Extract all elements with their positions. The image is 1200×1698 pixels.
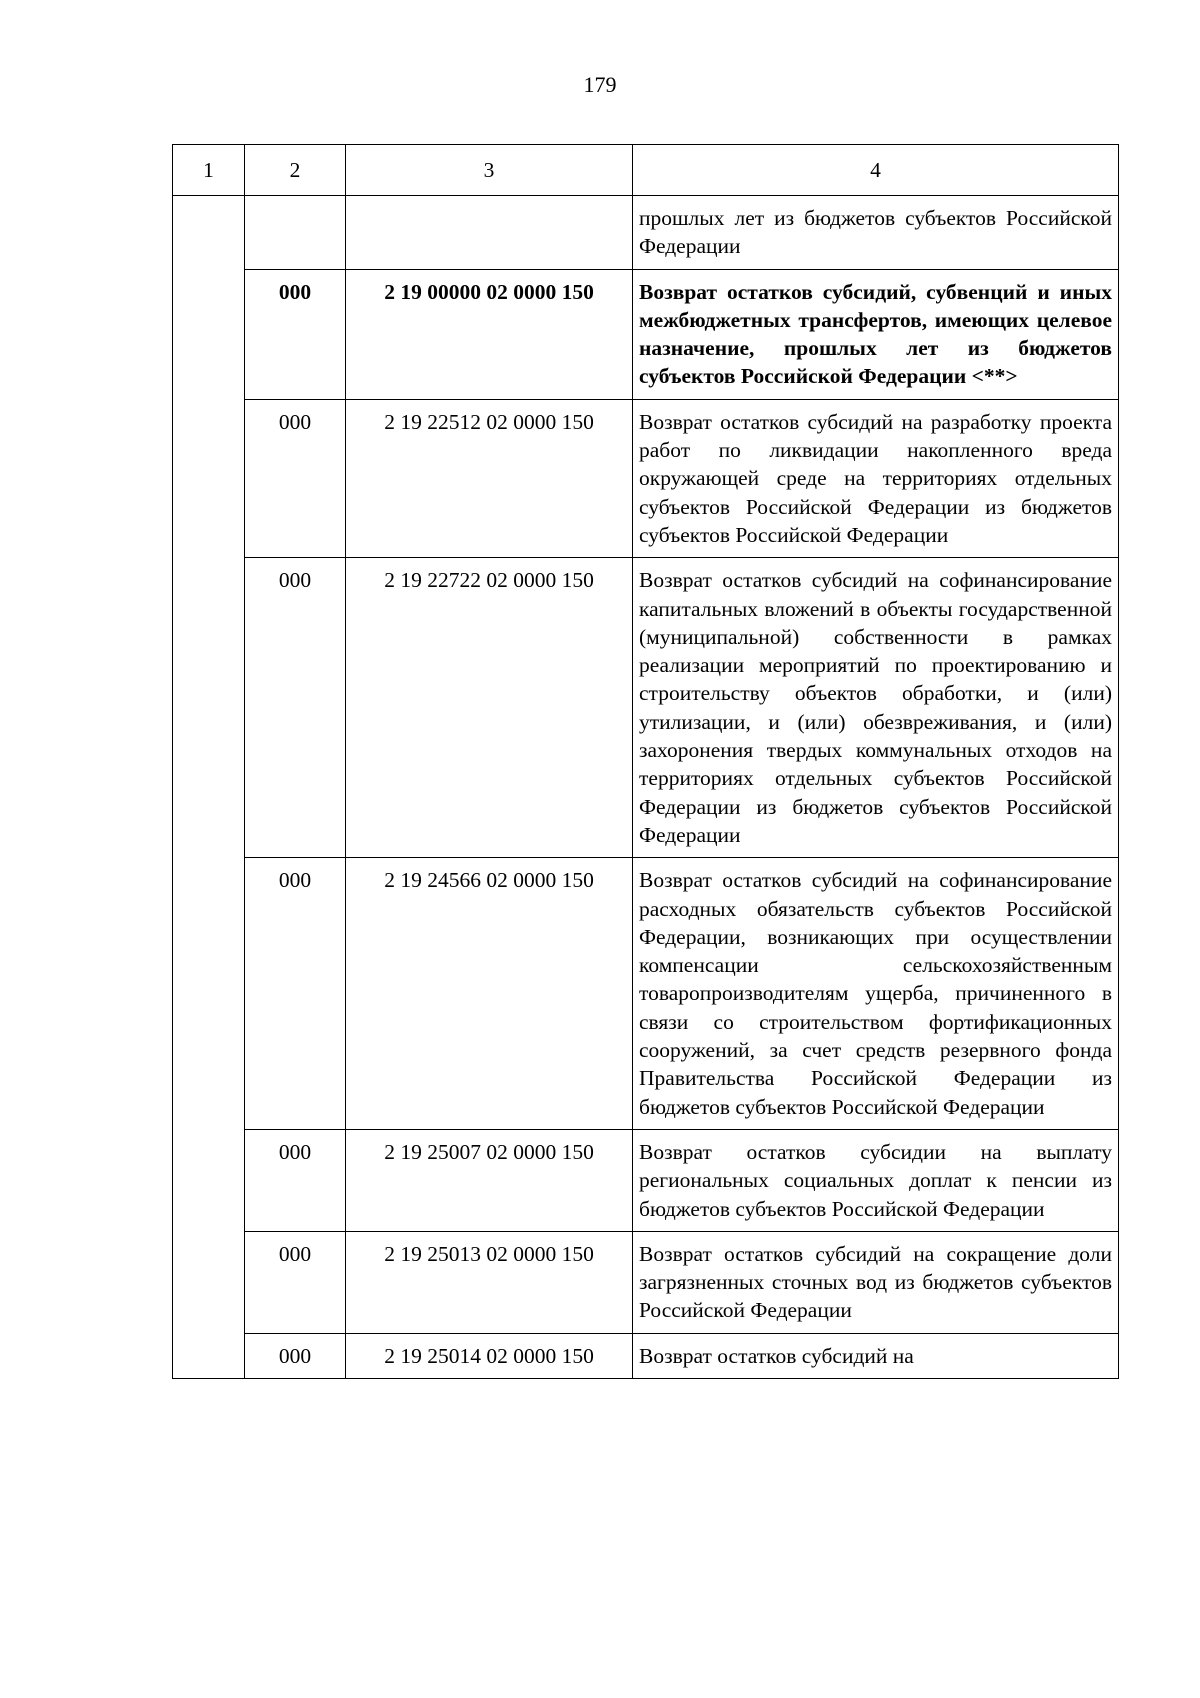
admin-code-cell: 000 bbox=[245, 1333, 346, 1378]
kbk-code-cell: 2 19 25014 02 0000 150 bbox=[346, 1333, 633, 1378]
income-name-cell: Возврат остатков субсидий на софинансирование капитальных вложений в объекты государственной (муниципальной) собственности в рамках реализации мероприятий по проектированию и строительству объектов обработки, и (или) утилизации, и (или) обезвреживания, и (или) захоронения твердых коммунальных отходов на территориях отдельных субъектов Российской Федерации из бюджетов субъектов Российской Федерации bbox=[633, 558, 1119, 858]
kbk-code-cell: 2 19 00000 02 0000 150 bbox=[346, 269, 633, 399]
page-number: 179 bbox=[583, 72, 617, 97]
header-col-4: 4 bbox=[633, 145, 1119, 196]
header-col-2: 2 bbox=[245, 145, 346, 196]
admin-code-cell: 000 bbox=[245, 858, 346, 1130]
income-name-cell: Возврат остатков субсидии на выплату региональных социальных доплат к пенсии из бюджетов субъектов Российской Федерации bbox=[633, 1129, 1119, 1231]
row-number-cell bbox=[173, 1129, 245, 1231]
row-number-cell bbox=[173, 858, 245, 1130]
income-name-cell: Возврат остатков субсидий на софинансирование расходных обязательств субъектов Российской Федерации, возникающих при осуществлении компенсации сельскохозяйственным товаропроизводителям ущерба, причиненного в связи со строительством фортификационных сооружений, за счет средств резервного фонда Правительства Российской Федерации из бюджетов субъектов Российской Федерации bbox=[633, 858, 1119, 1130]
row-number-cell bbox=[173, 196, 245, 270]
header-col-3: 3 bbox=[346, 145, 633, 196]
table-row bbox=[173, 858, 1119, 1130]
kbk-code-cell bbox=[346, 196, 633, 270]
admin-code-cell: 000 bbox=[245, 1129, 346, 1231]
table-row bbox=[173, 399, 1119, 557]
kbk-code-cell: 2 19 24566 02 0000 150 bbox=[346, 858, 633, 1130]
kbk-code-cell: 2 19 22512 02 0000 150 bbox=[346, 399, 633, 557]
income-name-cell: Возврат остатков субсидий на bbox=[633, 1333, 1119, 1378]
budget-classification-table bbox=[172, 144, 1119, 1379]
income-name-cell: прошлых лет из бюджетов субъектов Российской Федерации bbox=[633, 196, 1119, 270]
header-col-1: 1 bbox=[173, 145, 245, 196]
income-name-cell: Возврат остатков субсидий, субвенций и иных межбюджетных трансфертов, имеющих целевое назначение, прошлых лет из бюджетов субъектов Российской Федерации <**> bbox=[633, 269, 1119, 399]
table-row bbox=[173, 269, 1119, 399]
row-number-cell bbox=[173, 558, 245, 858]
admin-code-cell: 000 bbox=[245, 399, 346, 557]
kbk-code-cell: 2 19 25013 02 0000 150 bbox=[346, 1231, 633, 1333]
kbk-code-cell: 2 19 25007 02 0000 150 bbox=[346, 1129, 633, 1231]
table-row bbox=[173, 558, 1119, 858]
table-row bbox=[173, 1231, 1119, 1333]
income-name-cell: Возврат остатков субсидий на сокращение доли загрязненных сточных вод из бюджетов субъектов Российской Федерации bbox=[633, 1231, 1119, 1333]
table-header-row bbox=[173, 145, 1119, 196]
admin-code-cell: 000 bbox=[245, 269, 346, 399]
table-row bbox=[173, 196, 1119, 270]
row-number-cell bbox=[173, 1333, 245, 1378]
row-number-cell bbox=[173, 269, 245, 399]
admin-code-cell bbox=[245, 196, 346, 270]
kbk-code-cell: 2 19 22722 02 0000 150 bbox=[346, 558, 633, 858]
income-name-cell: Возврат остатков субсидий на разработку проекта работ по ликвидации накопленного вреда окружающей среде на территориях отдельных субъектов Российской Федерации из бюджетов субъектов Российской Федерации bbox=[633, 399, 1119, 557]
admin-code-cell: 000 bbox=[245, 1231, 346, 1333]
row-number-cell bbox=[173, 1231, 245, 1333]
table-row bbox=[173, 1129, 1119, 1231]
admin-code-cell: 000 bbox=[245, 558, 346, 858]
row-number-cell bbox=[173, 399, 245, 557]
table-row bbox=[173, 1333, 1119, 1378]
